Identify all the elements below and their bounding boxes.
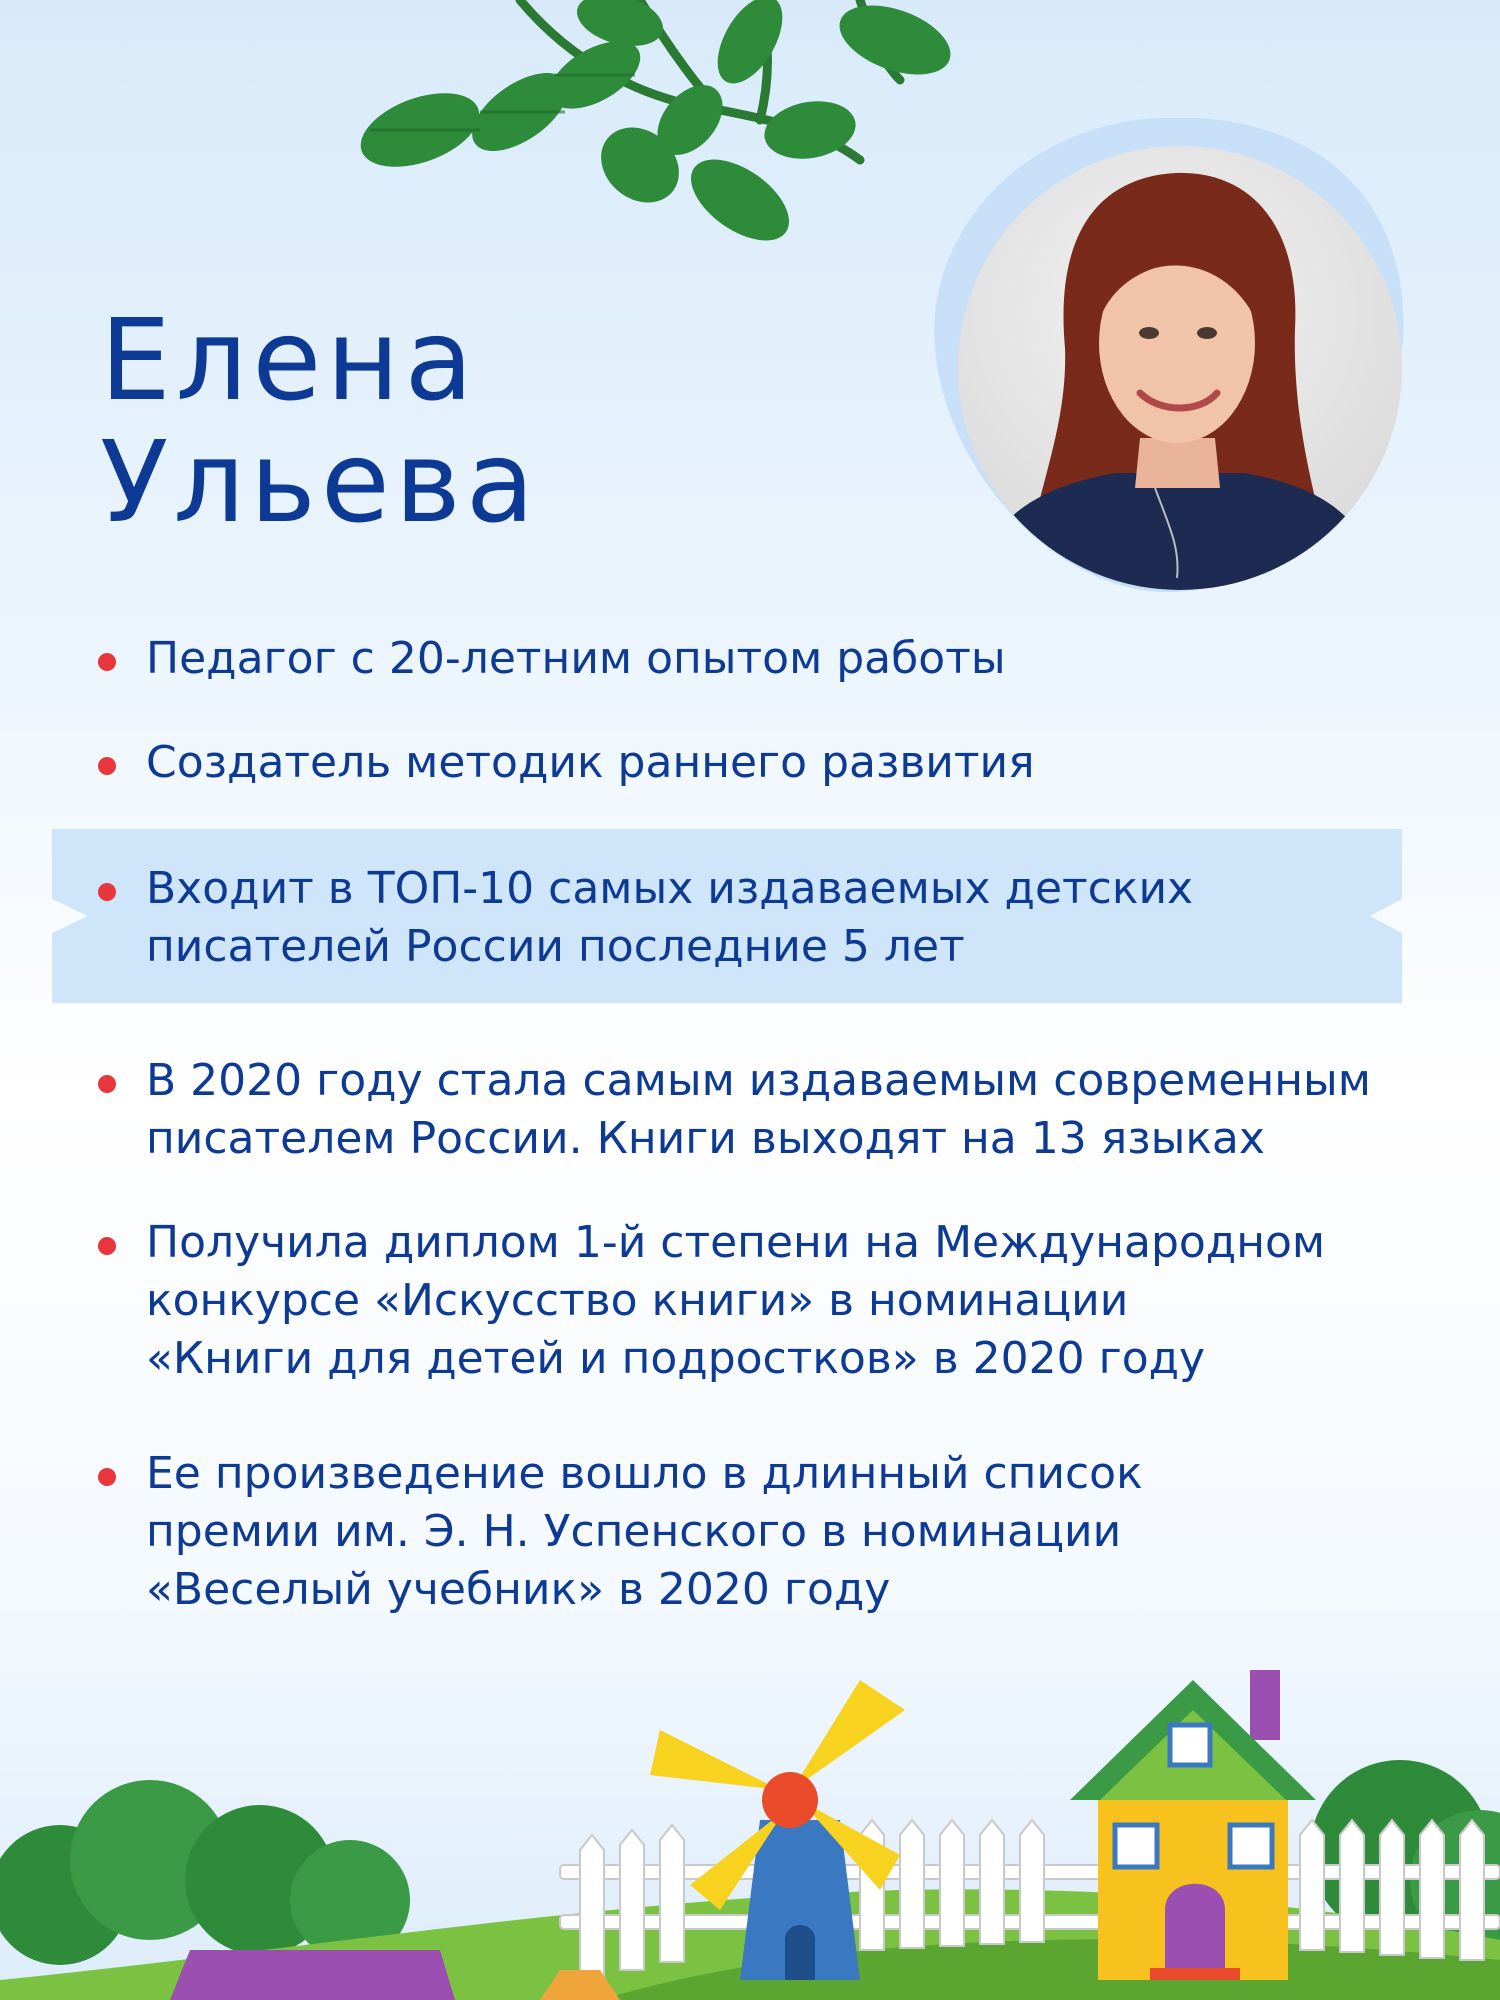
bullet-icon bbox=[98, 1237, 116, 1255]
first-name: Елена bbox=[100, 296, 479, 426]
fact-line: премии им. Э. Н. Успенского в номинации bbox=[146, 1506, 1122, 1557]
list-item bbox=[98, 734, 1428, 792]
fact-line: Входит в ТОП-10 самых издаваемых детских bbox=[146, 863, 1194, 914]
list-item bbox=[98, 1052, 1428, 1168]
portrait-photo bbox=[915, 118, 1415, 598]
list-item bbox=[98, 1214, 1428, 1388]
fact-line: конкурсе «Искусство книги» в номинации bbox=[146, 1275, 1129, 1326]
fact-line: писателей России последние 5 лет bbox=[146, 921, 965, 972]
bullet-icon bbox=[98, 757, 116, 775]
fact-line: Педагог с 20-летним опытом работы bbox=[146, 633, 1006, 684]
fact-line: Ее произведение вошло в длинный список bbox=[146, 1448, 1143, 1499]
fact-line: Получила диплом 1-й степени на Международном bbox=[146, 1217, 1326, 1268]
list-item-highlighted bbox=[98, 860, 1428, 976]
fact-line: «Книги для детей и подростков» в 2020 году bbox=[146, 1333, 1206, 1384]
fact-line: В 2020 году стала самым издаваемым современным bbox=[146, 1055, 1371, 1106]
bullet-icon bbox=[98, 653, 116, 671]
bullet-icon bbox=[98, 1468, 116, 1486]
list-item bbox=[98, 1445, 1428, 1619]
landscape-illustration bbox=[0, 1650, 1500, 2000]
fact-line: Создатель методик раннего развития bbox=[146, 737, 1035, 788]
house-icon bbox=[1070, 1670, 1316, 1980]
bullet-icon bbox=[98, 1075, 116, 1093]
list-item bbox=[98, 630, 1428, 688]
fact-line: «Веселый учебник» в 2020 году bbox=[146, 1564, 891, 1615]
bullet-icon bbox=[98, 883, 116, 901]
fact-line: писателем России. Книги выходят на 13 языках bbox=[146, 1113, 1265, 1164]
last-name: Ульева bbox=[100, 418, 540, 548]
page-title bbox=[100, 296, 540, 548]
